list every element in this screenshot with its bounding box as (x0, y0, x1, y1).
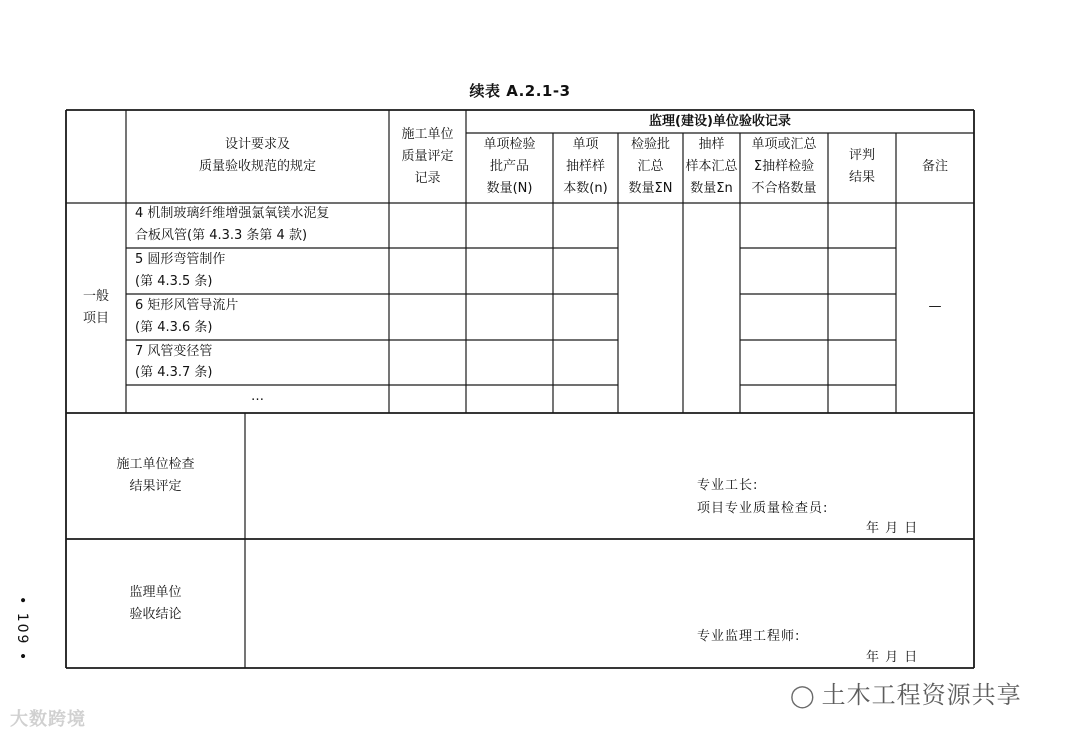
construction-eval-header: 施工单位 质量评定 记录 (401, 127, 454, 186)
list-item: 5 圆形弯管制作 (135, 252, 226, 267)
watermark-right-text: 土木工程资源共享 (821, 681, 1022, 709)
list-item-clause: (第 4.3.5 条) (135, 274, 213, 289)
construction-check-label: 施工单位检查 结果评定 (116, 457, 195, 494)
table-title: 续表 A.2.1-3 (469, 82, 571, 100)
construction-date: 年 月 日 (866, 521, 919, 536)
supervision-group-header: 监理(建设)单位验收记录 (649, 114, 791, 129)
foreman-signature-label: 专业工长: (697, 478, 759, 493)
list-item: 7 风管变径管 (135, 344, 213, 359)
watermark-right (790, 675, 1022, 710)
column-header-batch-quantity: 单项检验 批产品 数量(N) (483, 137, 536, 196)
wechat-icon: ◯ (790, 684, 816, 709)
design-requirements-header: 设计要求及 质量验收规范的规定 (198, 137, 316, 174)
column-header-sample-count: 单项 抽样样 本数(n) (563, 137, 608, 196)
page-number: • 109 • (14, 596, 30, 663)
column-header-remark: 备注 (921, 159, 948, 174)
watermark-left: 大数跨境 (10, 709, 86, 730)
list-item-clause: (第 4.3.7 条) (135, 365, 213, 380)
list-ellipsis: … (251, 389, 264, 404)
list-item-clause: (第 4.3.6 条) (135, 320, 213, 335)
supervision-conclusion-label: 监理单位 验收结论 (129, 585, 182, 622)
remark-dash: — (928, 299, 942, 314)
engineer-signature-label: 专业监理工程师: (697, 629, 801, 644)
column-header-sample-total: 抽样 样本汇总 数量Σn (685, 137, 738, 196)
column-header-judgment: 评判 结果 (848, 148, 875, 185)
general-items-category: 一般 项目 (82, 289, 109, 326)
list-item: 4 机制玻璃纤维增强氯氧镁水泥复 (135, 206, 330, 221)
list-item: 6 矩形风管导流片 (135, 298, 239, 313)
inspector-signature-label: 项目专业质量检查员: (697, 501, 829, 516)
supervision-date: 年 月 日 (866, 650, 919, 665)
column-header-batch-total: 检验批 汇总 数量ΣN (628, 137, 673, 196)
list-item-clause: 合板风管(第 4.3.3 条第 4 款) (135, 228, 308, 243)
column-header-nonconforming: 单项或汇总 Σ抽样检验 不合格数量 (751, 137, 817, 196)
